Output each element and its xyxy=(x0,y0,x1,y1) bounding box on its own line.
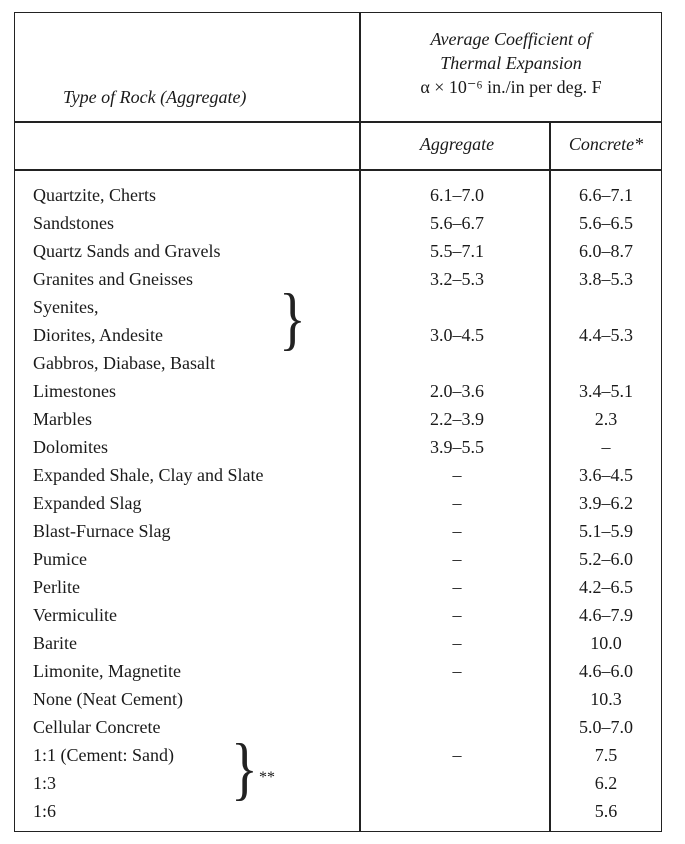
aggregate-value-cell: – xyxy=(452,549,462,569)
rock-type-cell: Quartzite, Cherts xyxy=(33,185,156,205)
table-row xyxy=(15,601,661,629)
rock-type-cell: Expanded Shale, Clay and Slate xyxy=(33,465,264,485)
aggregate-value-cell: – xyxy=(452,633,462,653)
aggregate-value-cell: 5.6–6.7 xyxy=(430,213,484,233)
aggregate-value-cell: 2.2–3.9 xyxy=(430,409,484,429)
group-brace-igneous: } xyxy=(279,280,306,358)
rock-type-cell: Dolomites xyxy=(33,437,108,457)
aggregate-subheader: Aggregate xyxy=(419,134,495,154)
concrete-subheader: Concrete* xyxy=(568,134,644,154)
concrete-value-cell: 3.9–6.2 xyxy=(579,493,633,513)
thermal-expansion-table xyxy=(14,12,662,832)
table-row xyxy=(15,685,661,713)
rock-type-cell: Blast-Furnace Slag xyxy=(33,521,171,541)
table-row xyxy=(15,629,661,657)
concrete-value-cell: 5.2–6.0 xyxy=(579,549,633,569)
concrete-value-cell: – xyxy=(601,437,611,457)
concrete-value-cell: 4.4–5.3 xyxy=(579,325,633,345)
type-of-rock-header: Type of Rock (Aggregate) xyxy=(63,87,247,107)
coefficient-header-line1: Average Coefficient of xyxy=(430,29,592,49)
concrete-value-cell: 6.0–8.7 xyxy=(579,241,633,261)
coefficient-header xyxy=(365,27,657,99)
aggregate-value-cell: 3.2–5.3 xyxy=(430,269,484,289)
table-row xyxy=(15,769,661,797)
rock-type-cell: 1:3 xyxy=(33,773,57,793)
coefficient-header-units: α × 10⁻⁶ in./in per deg. F xyxy=(420,77,602,97)
rock-type-cell: Sandstones xyxy=(33,213,114,233)
table-row xyxy=(15,741,661,769)
rock-type-cell: Barite xyxy=(33,633,77,653)
concrete-value-cell: 3.6–4.5 xyxy=(579,465,633,485)
coefficient-header-line2: Thermal Expansion xyxy=(440,53,582,73)
concrete-value-cell: 4.6–7.9 xyxy=(579,605,633,625)
table-row xyxy=(15,545,661,573)
rock-type-cell: Limestones xyxy=(33,381,116,401)
rock-type-cell: Quartz Sands and Gravels xyxy=(33,241,221,261)
concrete-value-cell: 2.3 xyxy=(594,409,618,429)
aggregate-value-cell: 6.1–7.0 xyxy=(430,185,484,205)
rock-type-cell: Syenites, xyxy=(33,297,99,317)
aggregate-value-cell: – xyxy=(452,577,462,597)
aggregate-value-cell: – xyxy=(452,465,462,485)
table-row xyxy=(15,713,661,741)
rock-type-cell: Diorites, Andesite xyxy=(33,325,163,345)
table-row xyxy=(15,181,661,209)
subheader-rule xyxy=(15,169,661,171)
rock-type-cell: Cellular Concrete xyxy=(33,717,161,737)
concrete-value-cell: 4.6–6.0 xyxy=(579,661,633,681)
aggregate-value-cell: – xyxy=(452,521,462,541)
concrete-value-cell: 5.0–7.0 xyxy=(579,717,633,737)
concrete-value-cell: 3.4–5.1 xyxy=(579,381,633,401)
concrete-value-cell: 10.0 xyxy=(590,633,622,653)
table-row xyxy=(15,405,661,433)
concrete-value-cell: 7.5 xyxy=(594,745,618,765)
concrete-value-cell: 5.6–6.5 xyxy=(579,213,633,233)
aggregate-value-cell: 5.5–7.1 xyxy=(430,241,484,261)
aggregate-value-cell: 3.9–5.5 xyxy=(430,437,484,457)
aggregate-value-cell: 2.0–3.6 xyxy=(430,381,484,401)
aggregate-value-cell: 3.0–4.5 xyxy=(430,325,484,345)
aggregate-value-cell: – xyxy=(452,605,462,625)
table-row xyxy=(15,433,661,461)
table-row xyxy=(15,657,661,685)
rock-type-cell: Expanded Slag xyxy=(33,493,142,513)
table-row xyxy=(15,377,661,405)
table-row xyxy=(15,573,661,601)
table-row xyxy=(15,517,661,545)
table-row xyxy=(15,321,661,349)
group-brace-mortar: } xyxy=(231,730,258,808)
rock-type-cell: 1:1 (Cement: Sand) xyxy=(33,745,174,765)
table-row xyxy=(15,797,661,825)
rock-type-cell: None (Neat Cement) xyxy=(33,689,183,709)
rock-type-cell: Limonite, Magnetite xyxy=(33,661,181,681)
table-row xyxy=(15,265,661,293)
aggregate-value-cell: – xyxy=(452,661,462,681)
concrete-value-cell: 4.2–6.5 xyxy=(579,577,633,597)
rock-type-cell: Granites and Gneisses xyxy=(33,269,193,289)
aggregate-value-cell: – xyxy=(452,745,462,765)
aggregate-value-cell: – xyxy=(452,493,462,513)
table-row xyxy=(15,237,661,265)
table-row xyxy=(15,489,661,517)
rock-type-cell: Pumice xyxy=(33,549,87,569)
header-rule xyxy=(15,121,661,123)
table-row xyxy=(15,349,661,377)
rock-type-cell: 1:6 xyxy=(33,801,57,821)
rock-type-cell: Gabbros, Diabase, Basalt xyxy=(33,353,215,373)
concrete-value-cell: 6.2 xyxy=(594,773,618,793)
rock-type-cell: Marbles xyxy=(33,409,92,429)
concrete-value-cell: 3.8–5.3 xyxy=(579,269,633,289)
table-row xyxy=(15,209,661,237)
mortar-footnote-mark: ** xyxy=(259,769,275,786)
rock-type-cell: Vermiculite xyxy=(33,605,117,625)
concrete-value-cell: 10.3 xyxy=(590,689,622,709)
table-row xyxy=(15,293,661,321)
table-row xyxy=(15,461,661,489)
concrete-value-cell: 6.6–7.1 xyxy=(579,185,633,205)
rock-type-cell: Perlite xyxy=(33,577,80,597)
concrete-value-cell: 5.6 xyxy=(594,801,618,821)
concrete-value-cell: 5.1–5.9 xyxy=(579,521,633,541)
